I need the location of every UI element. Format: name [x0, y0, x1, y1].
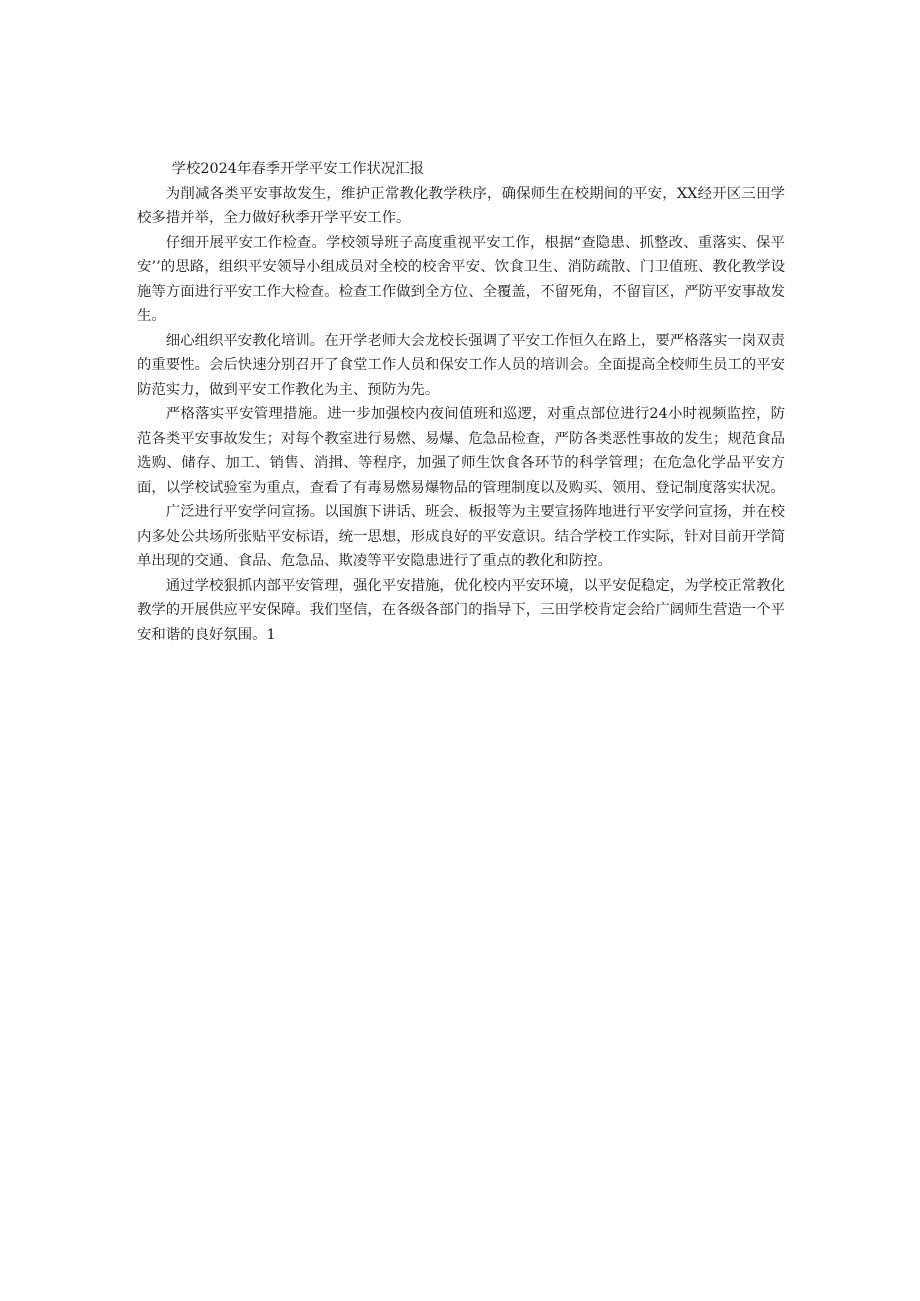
document-body: [137, 157, 785, 647]
paragraph-safety-inspection: 仔细开展平安工作检查。学校领导班子高度重视平安工作，根据“查隐患、抓整改、重落实、保平安’’的思路，组织平安领导小组成员对全校的校舍平安、饮食卫生、消防疏散、门卫值班、教化教学设施等方面进行平安工作大检查。检查工作做到全方位、全覆盖，不留死角，不留盲区，严防平安事故发生。: [137, 234, 785, 324]
paragraph-intro: 为削减各类平安事故发生，维护正常教化教学秩序，确保师生在校期间的平安，XX经开区三田学校多措并举，全力做好秋季开学平安工作。: [137, 185, 785, 226]
document-title: 学校2024年春季开学平安工作状况汇报: [171, 161, 425, 177]
paragraph-safety-publicity: 广泛进行平安学问宣扬。以国旗下讲话、班会、板报等为主要宣扬阵地进行平安学问宣扬，并在校内多处公共场所张贴平安标语，统一思想，形成良好的平安意识。结合学校工作实际，针对目前开学简单出现的交通、食品、危急品、欺凌等平安隐患进行了重点的教化和防控。: [137, 504, 785, 569]
paragraph-conclusion: 通过学校狠抓内部平安管理，强化平安措施，优化校内平安环境，以平安促稳定，为学校正常教化教学的开展供应平安保障。我们坚信，在各级各部门的指导下，三田学校肯定会给广阔师生营造一个平安和谐的良好氛围。1: [137, 577, 785, 643]
paragraph-safety-training: 细心组织平安教化培训。在开学老师大会龙校长强调了平安工作恒久在路上，要严格落实一岗双责的重要性。会后快速分别召开了食堂工作人员和保安工作人员的培训会。全面提高全校师生员工的平安防范实力，做到平安工作教化为主、预防为先。: [137, 332, 785, 398]
paragraph-safety-measures: 严格落实平安管理措施。进一步加强校内夜间值班和巡逻，对重点部位进行24小时视频监控，防范各类平安事故发生；对每个教室进行易燃、易爆、危急品检查，严防各类恶性事故的发生；规范食品选购、储存、加工、销售、消揖、等程序，加强了师生饮食各环节的科学管理；在危急化学品平安方面，以学校试验室为重点，查看了有毒易燃易爆物品的管理制度以及购买、领用、登记制度落实状况。: [137, 406, 785, 496]
